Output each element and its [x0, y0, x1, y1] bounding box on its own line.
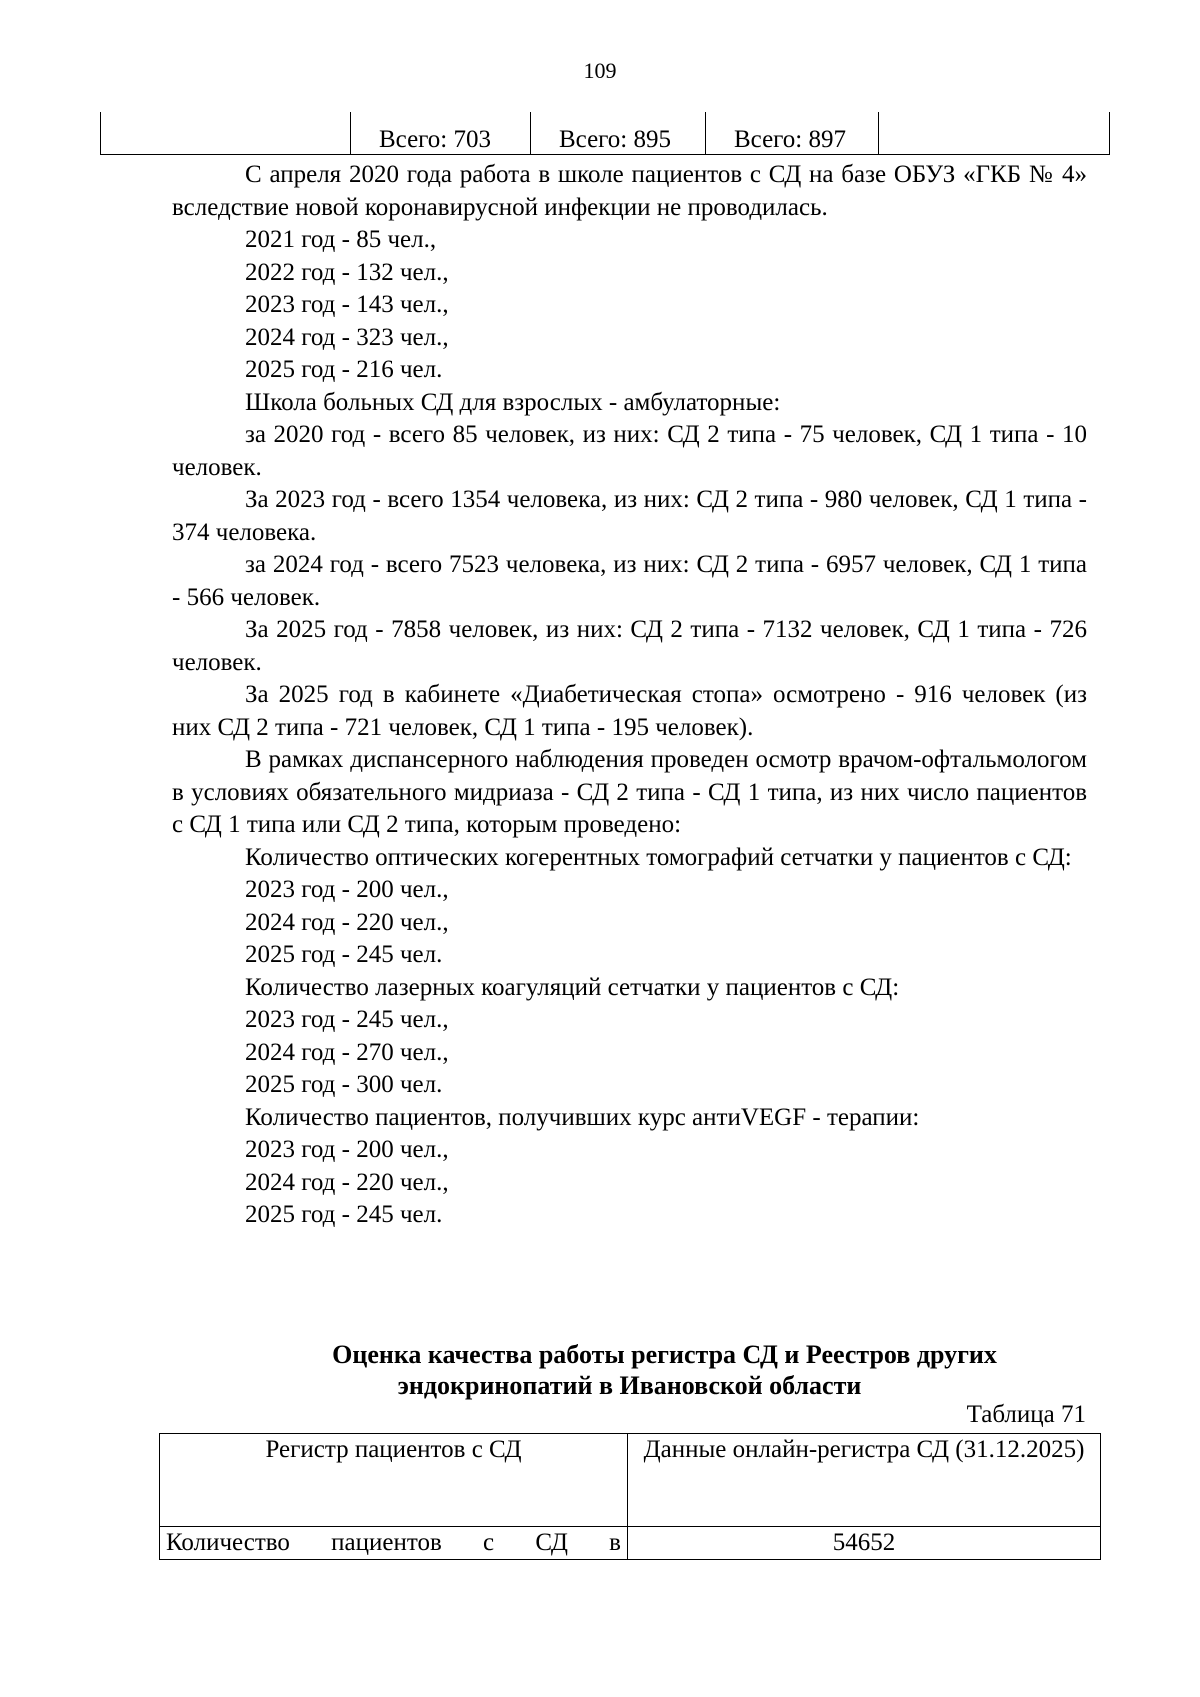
vegf-year-line: 2025 год - 245 чел. — [245, 1201, 443, 1228]
school-year-line: 2023 год - 143 чел., — [245, 291, 449, 318]
oct-year-line: 2023 год - 200 чел., — [245, 876, 449, 903]
paragraph-2020: за 2020 год - всего 85 человек, из них: СД 2 типа - 75 человек, СД 1 типа - 10 человек. — [172, 421, 1087, 481]
adult-school-heading: Школа больных СД для взрослых - амбулаторные: — [245, 388, 781, 416]
total-cell: Всего: 897 — [706, 112, 879, 155]
row-label-word: с — [483, 1529, 495, 1556]
page-number: 109 — [583, 58, 617, 83]
total-cell: Всего: 895 — [531, 112, 706, 155]
laser-year-line: 2024 год - 270 чел., — [245, 1038, 449, 1066]
row-label-word: СД — [535, 1529, 568, 1556]
section-heading — [172, 1339, 1087, 1401]
school-year-line: 2022 год - 132 чел., — [245, 258, 449, 286]
table-row — [101, 112, 1110, 155]
total-cell: Всего: 703 — [351, 112, 531, 155]
table-cell — [101, 112, 351, 155]
top-totals-table — [100, 112, 1110, 155]
table-cell — [879, 112, 1110, 155]
row-label-word: в — [609, 1529, 621, 1556]
section-heading-line: эндокринопатий в Ивановской области — [397, 1371, 862, 1400]
row-label-word: Количество — [166, 1529, 290, 1556]
oct-heading: Количество оптических когерентных томографий сетчатки у пациентов с СД: — [245, 843, 1072, 871]
vegf-year-line: 2024 год - 220 чел., — [245, 1168, 449, 1196]
row-label-cell — [160, 1527, 628, 1560]
oct-year-line: 2025 год - 245 чел. — [245, 941, 443, 968]
registry-table — [159, 1433, 1101, 1560]
diabetic-foot-paragraph: За 2025 год в кабинете «Диабетическая стопа» осмотрено - 916 человек (из них СД 2 типа - 721 человек, СД 1 типа - 195 человек). — [172, 681, 1087, 741]
vegf-heading: Количество пациентов, получивших курс антиVEGF - терапии: — [245, 1103, 920, 1131]
table-header: Регистр пациентов с СД — [160, 1434, 628, 1527]
laser-year-line: 2023 год - 245 чел., — [245, 1006, 449, 1033]
paragraph-2025: За 2025 год - 7858 человек, из них: СД 2 типа - 7132 человек, СД 1 типа - 726 человек. — [172, 616, 1087, 676]
laser-heading: Количество лазерных коагуляций сетчатки у пациентов с СД: — [245, 973, 900, 1001]
table-header: Данные онлайн-регистра СД (31.12.2025) — [628, 1434, 1101, 1527]
laser-year-line: 2025 год - 300 чел. — [245, 1071, 443, 1098]
table-caption: Таблица 71 — [966, 1401, 1086, 1428]
school-year-line: 2025 год - 216 чел. — [245, 356, 443, 383]
row-value-cell: 54652 — [628, 1527, 1101, 1560]
body-text — [172, 159, 1087, 1232]
school-year-line: 2021 год - 85 чел., — [245, 226, 437, 253]
oct-year-line: 2024 год - 220 чел., — [245, 908, 449, 936]
paragraph-2023: За 2023 год - всего 1354 человека, из них: СД 2 типа - 980 человек, СД 1 типа - 374 человека. — [172, 486, 1087, 546]
dispensary-paragraph: В рамках диспансерного наблюдения проведен осмотр врачом-офтальмологом в условиях обязательного мидриаза - СД 2 типа - СД 1 типа, из них число пациентов с СД 1 типа или СД 2 типа, которым проведено: — [172, 746, 1087, 838]
section-heading-line: Оценка качества работы регистра СД и Реестров других — [332, 1340, 997, 1369]
table-row — [160, 1527, 1101, 1560]
row-label-word: пациентов — [331, 1529, 442, 1556]
paragraph-2024: за 2024 год - всего 7523 человека, из них: СД 2 типа - 6957 человек, СД 1 типа - 566 человек. — [172, 551, 1087, 611]
school-year-line: 2024 год - 323 чел., — [245, 323, 449, 351]
school-intro-paragraph: С апреля 2020 года работа в школе пациентов с СД на базе ОБУЗ «ГКБ № 4» вследствие новой коронавирусной инфекции не проводилась. — [172, 161, 1087, 221]
vegf-year-line: 2023 год - 200 чел., — [245, 1136, 449, 1163]
table-header-row — [160, 1434, 1101, 1527]
